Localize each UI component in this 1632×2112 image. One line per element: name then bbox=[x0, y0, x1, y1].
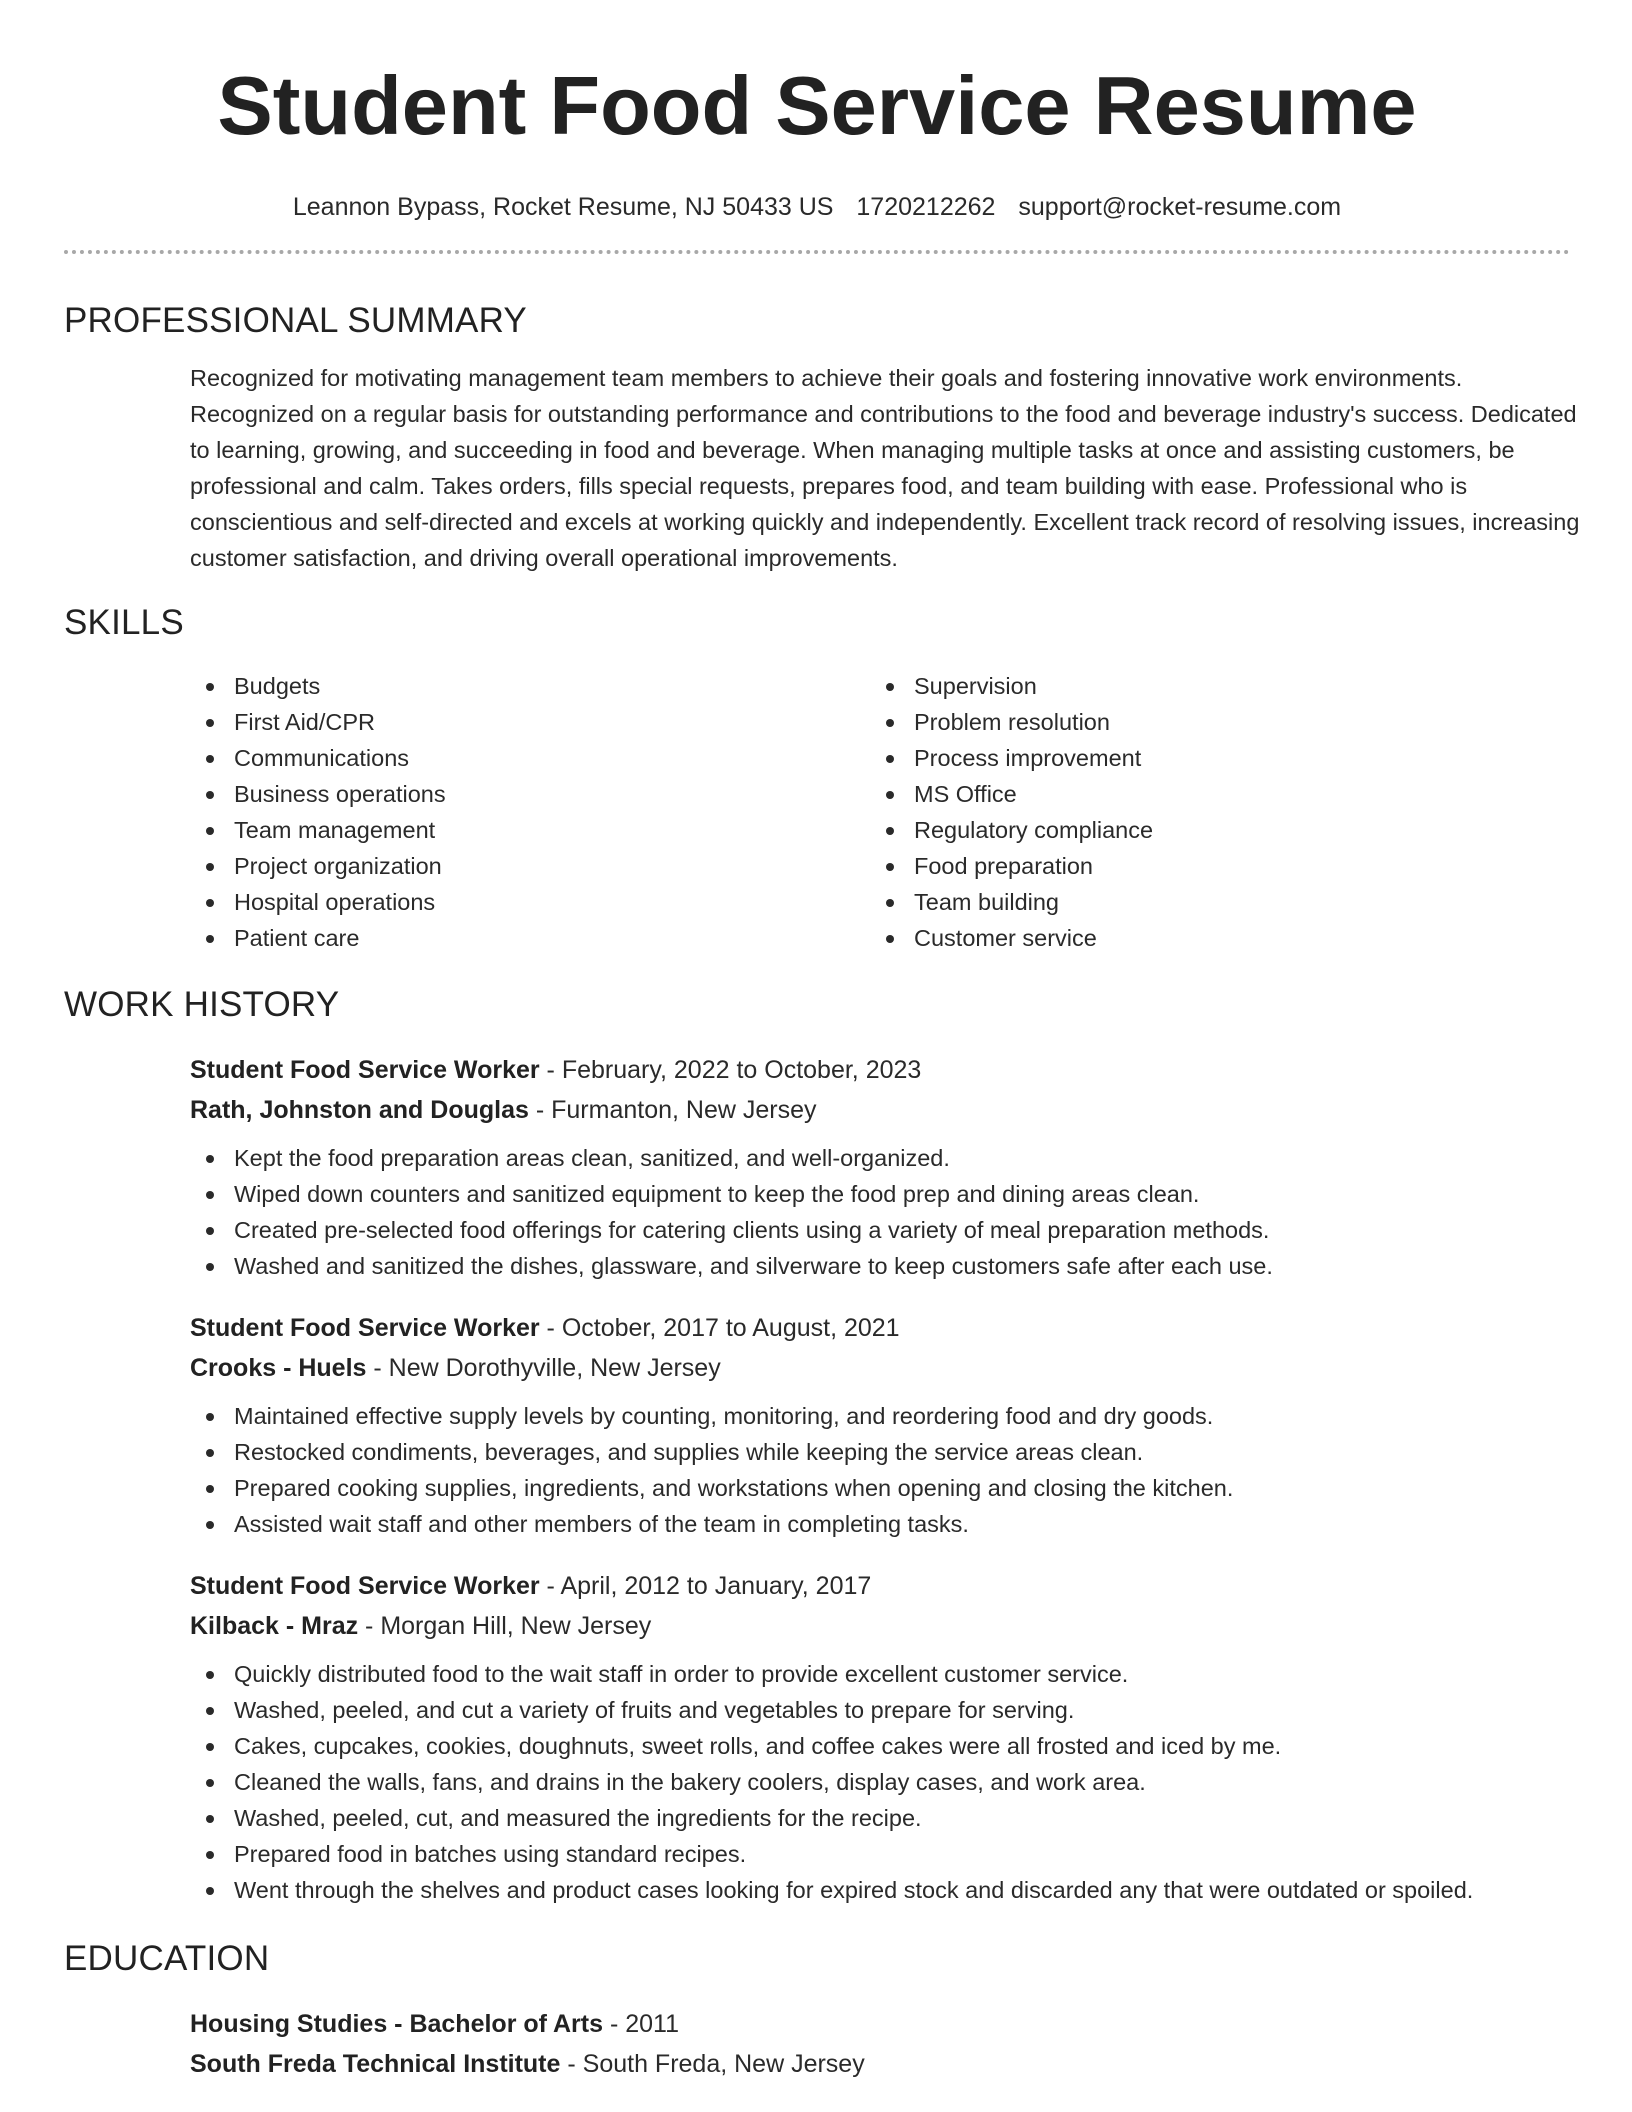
job-title: Student Food Service Worker bbox=[190, 1572, 540, 1600]
duty-item: Went through the shelves and product cases looking for expired stock and discarded any that were outdated or spoiled. bbox=[190, 1872, 1570, 1908]
duty-item: Assisted wait staff and other members of the team in completing tasks. bbox=[190, 1506, 1570, 1542]
contact-address: Leannon Bypass, Rocket Resume, NJ 50433 US bbox=[292, 193, 834, 221]
resume-page bbox=[64, 0, 1580, 2084]
skill-item: Hospital operations bbox=[190, 884, 870, 920]
job-title-line bbox=[190, 1308, 1570, 1348]
job-dates: - October, 2017 to August, 2021 bbox=[539, 1314, 900, 1342]
summary-text: Recognized for motivating management team members to achieve their goals and fostering innovative work environments. Recognized on a regular basis for outstanding performance and contributions to the food and beverage industry's success. Dedicated to learning, growing, and succeeding in food and beverage. When managing multiple tasks at once and assisting customers, be professional and calm. Takes orders, fills special requests, prepares food, and team building with ease. Professional who is conscientious and self-directed and excels at working quickly and independently. Excellent track record of resolving issues, increasing customer satisfaction, and driving overall operational improvements. bbox=[190, 365, 1580, 571]
duty-item: Cakes, cupcakes, cookies, doughnuts, sweet rolls, and coffee cakes were all frosted and iced by me. bbox=[190, 1728, 1570, 1764]
skill-item: Regulatory compliance bbox=[870, 812, 1550, 848]
skill-item: Budgets bbox=[190, 668, 870, 704]
job-location: - Furmanton, New Jersey bbox=[528, 1096, 817, 1124]
job-title: Student Food Service Worker bbox=[190, 1056, 540, 1084]
job-duties bbox=[190, 1398, 1570, 1542]
duty-item: Washed and sanitized the dishes, glassware, and silverware to keep customers safe after each use. bbox=[190, 1248, 1570, 1284]
skill-item: Communications bbox=[190, 740, 870, 776]
contact-line bbox=[64, 192, 1570, 222]
school-location: - South Freda, New Jersey bbox=[560, 2050, 865, 2078]
contact-email: support@rocket-resume.com bbox=[1018, 193, 1342, 221]
skill-item: Food preparation bbox=[870, 848, 1550, 884]
duty-item: Cleaned the walls, fans, and drains in the bakery coolers, display cases, and work area. bbox=[190, 1764, 1570, 1800]
skill-item: Process improvement bbox=[870, 740, 1550, 776]
duty-item: Quickly distributed food to the wait staff in order to provide excellent customer service. bbox=[190, 1656, 1570, 1692]
job-employer-line bbox=[190, 1348, 1570, 1388]
job-employer: Crooks - Huels bbox=[190, 1354, 367, 1382]
degree: Housing Studies - Bachelor of Arts bbox=[190, 2010, 604, 2038]
job-entry bbox=[190, 1050, 1570, 1284]
header-divider bbox=[64, 250, 1570, 254]
work-history-heading: WORK HISTORY bbox=[64, 985, 340, 1024]
skill-item: Supervision bbox=[870, 668, 1550, 704]
skill-item: Customer service bbox=[870, 920, 1550, 956]
duty-item: Washed, peeled, and cut a variety of fruits and vegetables to prepare for serving. bbox=[190, 1692, 1570, 1728]
skill-item: MS Office bbox=[870, 776, 1550, 812]
skill-item: Team building bbox=[870, 884, 1550, 920]
skills-heading: SKILLS bbox=[64, 603, 184, 642]
skill-item: Project organization bbox=[190, 848, 870, 884]
job-employer: Kilback - Mraz bbox=[190, 1612, 359, 1640]
duty-item: Maintained effective supply levels by counting, monitoring, and reordering food and dry goods. bbox=[190, 1398, 1570, 1434]
duty-item: Created pre-selected food offerings for catering clients using a variety of meal preparation methods. bbox=[190, 1212, 1570, 1248]
job-employer: Rath, Johnston and Douglas bbox=[190, 1096, 529, 1124]
job-employer-line bbox=[190, 1606, 1570, 1646]
summary-heading: PROFESSIONAL SUMMARY bbox=[64, 301, 527, 340]
job-dates: - February, 2022 to October, 2023 bbox=[539, 1056, 922, 1084]
contact-phone: 1720212262 bbox=[856, 193, 996, 221]
skills-column-left bbox=[190, 668, 870, 956]
education-entry bbox=[190, 2004, 1570, 2084]
job-duties bbox=[190, 1140, 1570, 1284]
skill-item: First Aid/CPR bbox=[190, 704, 870, 740]
school-name: South Freda Technical Institute bbox=[190, 2050, 561, 2078]
job-entry bbox=[190, 1566, 1570, 1908]
duty-item: Prepared cooking supplies, ingredients, and workstations when opening and closing the kitchen. bbox=[190, 1470, 1570, 1506]
skill-item: Patient care bbox=[190, 920, 870, 956]
duty-item: Restocked condiments, beverages, and supplies while keeping the service areas clean. bbox=[190, 1434, 1570, 1470]
job-title-line bbox=[190, 1050, 1570, 1090]
job-title-line bbox=[190, 1566, 1570, 1606]
job-location: - Morgan Hill, New Jersey bbox=[358, 1612, 652, 1640]
duty-item: Washed, peeled, cut, and measured the ingredients for the recipe. bbox=[190, 1800, 1570, 1836]
skill-item: Business operations bbox=[190, 776, 870, 812]
job-employer-line bbox=[190, 1090, 1570, 1130]
skill-item: Team management bbox=[190, 812, 870, 848]
resume-title: Student Food Service Resume bbox=[217, 59, 1417, 152]
duty-item: Wiped down counters and sanitized equipment to keep the food prep and dining areas clean. bbox=[190, 1176, 1570, 1212]
job-title: Student Food Service Worker bbox=[190, 1314, 540, 1342]
skills-column-right bbox=[870, 668, 1550, 956]
job-entry bbox=[190, 1308, 1570, 1542]
skills-list bbox=[190, 668, 1570, 956]
job-duties bbox=[190, 1656, 1570, 1908]
skill-item: Problem resolution bbox=[870, 704, 1550, 740]
education-heading: EDUCATION bbox=[64, 1939, 270, 1978]
school-line bbox=[190, 2044, 1570, 2084]
duty-item: Prepared food in batches using standard recipes. bbox=[190, 1836, 1570, 1872]
job-location: - New Dorothyville, New Jersey bbox=[366, 1354, 721, 1382]
job-dates: - April, 2012 to January, 2017 bbox=[539, 1572, 872, 1600]
degree-year: - 2011 bbox=[603, 2010, 679, 2038]
duty-item: Kept the food preparation areas clean, sanitized, and well-organized. bbox=[190, 1140, 1570, 1176]
degree-line bbox=[190, 2004, 1570, 2044]
